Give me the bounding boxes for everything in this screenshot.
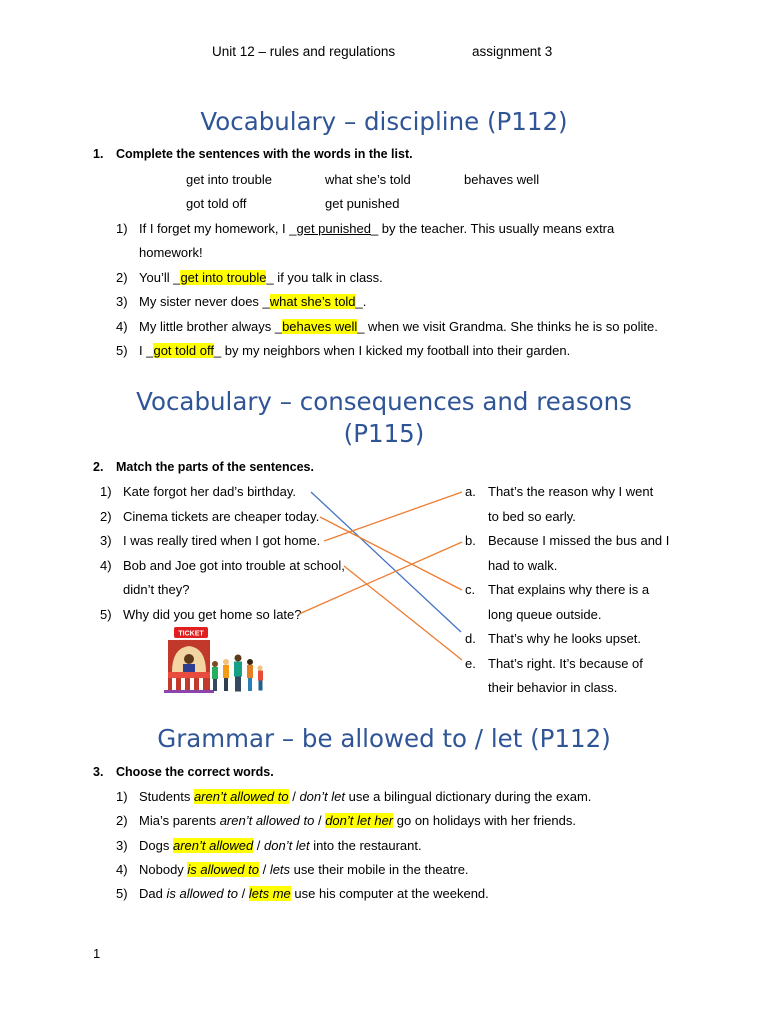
left-sentence: I was really tired when I got home. [123, 533, 321, 548]
page-number: 1 [93, 946, 101, 961]
answer: behaves well [282, 319, 358, 334]
item-number: 2) [116, 813, 128, 828]
option-chosen: is allowed to [187, 862, 259, 877]
item-number: 5) [116, 886, 128, 901]
left-number: 5) [100, 607, 112, 622]
word-list-item: behaves well [464, 172, 540, 187]
right-letter: d. [465, 631, 476, 646]
sentence-1-cont: homework! [139, 245, 203, 260]
right-sentence: That’s the reason why I went [488, 484, 654, 499]
left-sentence: Cinema tickets are cheaper today. [123, 509, 320, 524]
item-number: 5) [116, 343, 128, 358]
right-sentence: Because I missed the bus and I [488, 533, 670, 548]
header-assignment: assignment 3 [472, 44, 553, 59]
option-chosen: don’t let her [325, 813, 394, 828]
right-letter: b. [465, 533, 476, 548]
answer: what she’s told [269, 294, 356, 309]
word-list-item: get into trouble [186, 172, 273, 187]
match-line-2-c [320, 517, 462, 590]
right-sentence-cont: their behavior in class. [488, 680, 618, 695]
item-number: 3) [116, 294, 128, 309]
section2-title-line2: (P115) [343, 419, 425, 448]
right-sentence-cont: had to walk. [488, 558, 558, 573]
right-sentence: That’s right. It’s because of [488, 656, 643, 671]
section1-number: 1. [93, 147, 104, 161]
option-chosen: aren’t allowed to [193, 789, 289, 804]
left-number: 1) [100, 484, 112, 499]
sentence-2: You’ll _get into trouble_ if you talk in class. [139, 270, 383, 285]
option: is allowed to [166, 886, 239, 901]
right-sentence: That explains why there is a [488, 582, 650, 597]
option: don’t let [299, 789, 345, 804]
word-list-item: what she’s told [325, 172, 411, 187]
ticket-queue-illustration [160, 626, 272, 696]
match-line-3-a [324, 492, 462, 541]
option: aren’t allowed to [219, 813, 315, 828]
item-number: 2) [116, 270, 128, 285]
left-sentence: Why did you get home so late? [123, 607, 302, 622]
section1-title: Vocabulary – discipline (P112) [200, 107, 568, 136]
word-list-item: got told off [186, 196, 247, 211]
right-sentence: That’s why he looks upset. [488, 631, 641, 646]
grammar-sentence-5: Dad is allowed to / lets me use his computer at the weekend. [139, 886, 489, 901]
section3-title: Grammar – be allowed to / let (P112) [157, 724, 611, 753]
left-sentence-cont: didn’t they? [123, 582, 190, 597]
grammar-sentence-2: Mia’s parents aren’t allowed to / don’t let her go on holidays with her friends. [139, 813, 576, 828]
section3-instruction: Choose the correct words. [116, 765, 274, 779]
grammar-sentence-1: Students aren’t allowed to / don’t let use a bilingual dictionary during the exam. [139, 789, 592, 804]
right-letter: c. [465, 582, 476, 597]
option: don’t let [264, 838, 310, 853]
left-sentence: Bob and Joe got into trouble at school, [123, 558, 345, 573]
section3-number: 3. [93, 765, 104, 779]
answer: got told off [153, 343, 214, 358]
match-line-4-e [344, 566, 462, 660]
right-sentence-cont: long queue outside. [488, 607, 602, 622]
grammar-sentence-3: Dogs aren’t allowed / don’t let into the restaurant. [139, 838, 422, 853]
header-unit: Unit 12 – rules and regulations [212, 44, 396, 59]
left-number: 3) [100, 533, 112, 548]
left-number: 2) [100, 509, 112, 524]
sentence-1: If I forget my homework, I _get punished_ by the teacher. This usually means extra [139, 221, 615, 236]
item-number: 1) [116, 221, 128, 236]
right-letter: a. [465, 484, 476, 499]
answer: get into trouble [180, 270, 267, 285]
section2-instruction: Match the parts of the sentences. [116, 460, 314, 474]
item-number: 4) [116, 862, 128, 877]
grammar-sentence-4: Nobody is allowed to / lets use their mobile in the theatre. [139, 862, 469, 877]
sentence-5: I _got told off_ by my neighbors when I kicked my football into their garden. [139, 343, 571, 358]
section2-number: 2. [93, 460, 104, 474]
ticket-sign: TICKET [178, 630, 204, 638]
sentence-4: My little brother always _behaves well_ when we visit Grandma. She thinks he is so polite. [139, 319, 658, 334]
option: lets [269, 862, 291, 877]
item-number: 3) [116, 838, 128, 853]
right-letter: e. [465, 656, 476, 671]
right-sentence-cont: to bed so early. [488, 509, 576, 524]
option-chosen: lets me [248, 886, 291, 901]
left-number: 4) [100, 558, 112, 573]
word-list-item: get punished [325, 196, 400, 211]
left-sentence: Kate forgot her dad’s birthday. [123, 484, 296, 499]
section2-title-line1: Vocabulary – consequences and reasons [136, 387, 632, 416]
section1-instruction: Complete the sentences with the words in the list. [116, 147, 413, 161]
sentence-3: My sister never does _what she’s told_. [139, 294, 367, 309]
item-number: 1) [116, 789, 128, 804]
match-line-1-d [311, 492, 461, 632]
answer: get punished [296, 221, 371, 236]
item-number: 4) [116, 319, 128, 334]
option-chosen: aren’t allowed [172, 838, 254, 853]
